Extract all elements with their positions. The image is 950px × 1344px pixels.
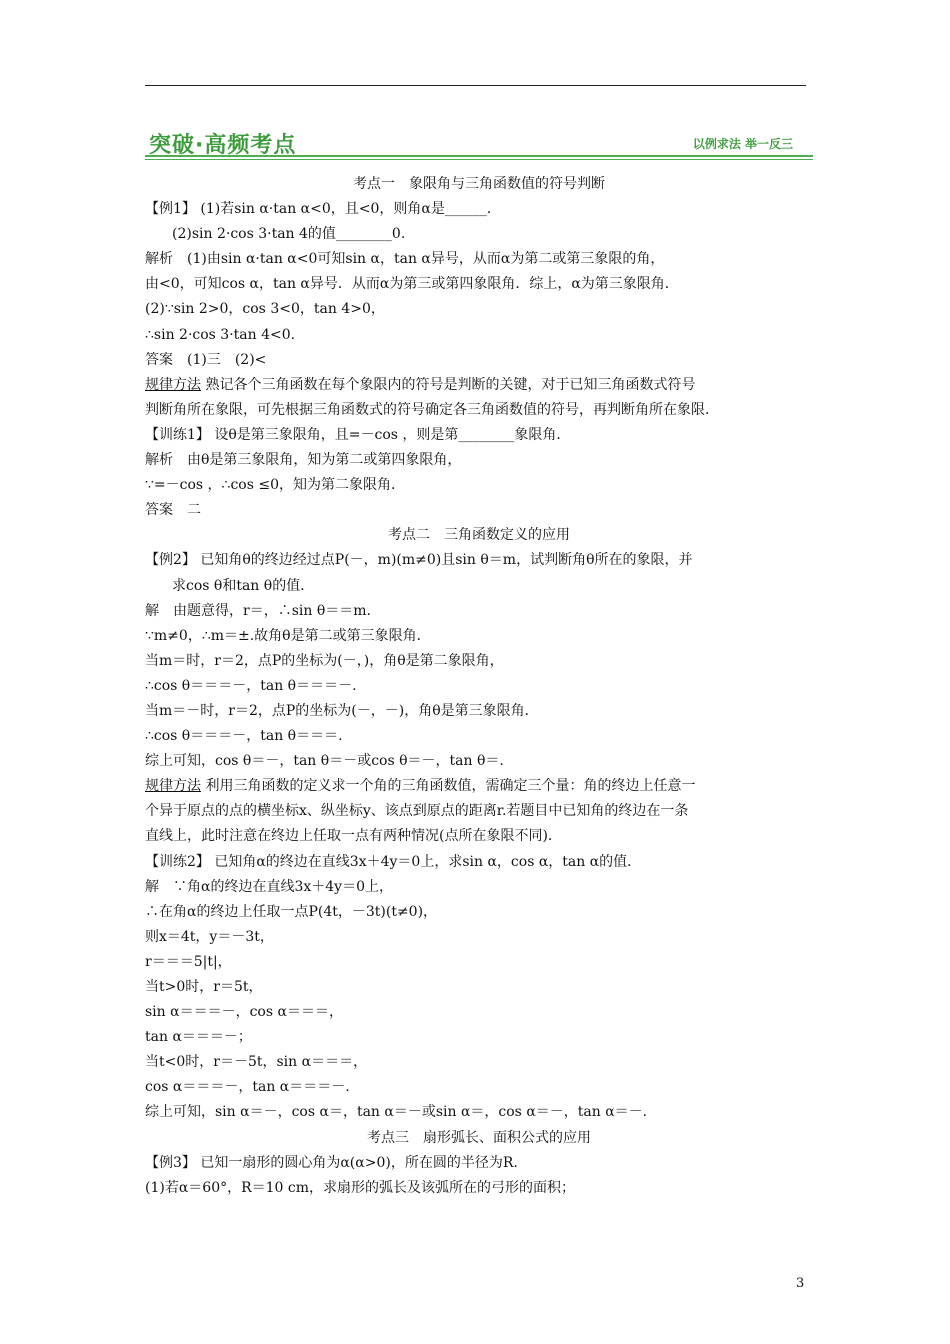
solution-line: 则x＝4t，y＝－3t， xyxy=(145,928,274,945)
solution-line: 当t<0时，r＝－5t，sin α＝＝＝， xyxy=(145,1054,368,1071)
solution-line: 综上可知，cos θ＝－，tan θ＝－或cos θ＝－，tan θ＝. xyxy=(145,753,504,770)
solution-line: 解 ∵角α的终边在直线3x＋4y＝0上， xyxy=(145,878,393,895)
example-line: 【例2】 已知角θ的终边经过点P(－，m)(m≠0)且sin θ＝m，试判断角θ所在的象限，并 xyxy=(145,552,693,569)
method-line: 规律方法 熟记各个三角函数在每个象限内的符号是判断的关键，对于已知三角函数式符号 xyxy=(145,376,696,393)
top-rule xyxy=(145,85,806,86)
answer-line: 答案 二 xyxy=(145,502,201,519)
solution-line: ∴在角α的终边上任取一点P(4t，－3t)(t≠0)， xyxy=(145,903,438,920)
solution-line: 当m＝时，r＝2，点P的坐标为(－，)，角θ是第二象限角， xyxy=(145,652,504,669)
method-line: 判断角所在象限，可先根据三角函数式的符号确定各三角函数值的符号，再判断角所在象限． xyxy=(145,401,719,418)
banner-subtitle: 以例求法 举一反三 xyxy=(692,137,793,151)
banner-rule xyxy=(145,155,813,157)
section-banner xyxy=(145,128,813,158)
example-line: 求cos θ和tan θ的值． xyxy=(172,577,315,594)
method-line: 直线上，此时注意在终边上任取一点有两种情况(点所在象限不同)． xyxy=(145,828,562,845)
solution-line: 当m＝－时，r＝2，点P的坐标为(－，－)，角θ是第三象限角． xyxy=(145,702,539,719)
exercise-line: 【训练2】 已知角α的终边在直线3x＋4y＝0上，求sin α，cos α，tan α的值． xyxy=(145,853,642,870)
section-heading: 考点一 象限角与三角函数值的符号判断 xyxy=(353,176,605,192)
analysis-line: 解析 (1)由sin α·tan α<0可知sin α，tan α异号，从而α为第二或第三象限的角， xyxy=(145,251,665,268)
solution-line: 综上可知，sin α＝－，cos α＝，tan α＝－或sin α＝，cos α＝－，tan α＝－. xyxy=(145,1104,648,1121)
solution-line: cos α＝＝＝－，tan α＝＝＝－. xyxy=(145,1079,350,1096)
solution-line: ∴cos θ＝＝＝－，tan θ＝＝＝－. xyxy=(145,677,357,694)
analysis-line: (2)∵sin 2>0，cos 3<0，tan 4>0， xyxy=(145,301,385,318)
banner-title: 突破·高频考点 xyxy=(149,133,297,158)
example-line: (2)sin 2·cos 3·tan 4的值________0. xyxy=(172,226,406,243)
solution-line: ∴cos θ＝＝＝－，tan θ＝＝＝. xyxy=(145,728,343,745)
solution-line: r＝＝＝5|t|， xyxy=(145,953,232,970)
solution-line: 解 由题意得，r＝，∴sin θ＝＝m. xyxy=(145,602,371,619)
example-line: (1)若α＝60°，R＝10 cm，求扇形的弧长及该弧所在的弓形的面积； xyxy=(145,1179,576,1196)
solution-line: ∵m≠0，∴m＝±.故角θ是第二或第三象限角． xyxy=(145,627,431,644)
analysis-line: ∵=－cos ，∴cos ≤0，知为第二象限角． xyxy=(145,477,405,494)
exercise-line: 【训练1】 设θ是第三象限角，且=－cos ，则是第________象限角． xyxy=(145,426,571,443)
solution-line: tan α＝＝＝－； xyxy=(145,1029,252,1046)
method-line: 个异于原点的点的横坐标x、纵坐标y、该点到原点的距离r.若题目中已知角的终边在一条 xyxy=(145,803,689,820)
page-number: 3 xyxy=(796,1276,805,1291)
solution-line: 当t>0时，r＝5t， xyxy=(145,979,263,995)
example-line: 【例3】 已知一扇形的圆心角为α(α>0)，所在圆的半径为R. xyxy=(145,1154,518,1171)
section-heading: 考点二 三角函数定义的应用 xyxy=(388,527,570,544)
analysis-line: 解析 由θ是第三象限角，知为第二或第四象限角， xyxy=(145,452,462,469)
method-label: 规律方法 xyxy=(145,376,201,393)
method-line: 规律方法 利用三角函数的定义求一个角的三角函数值，需确定三个量：角的终边上任意一 xyxy=(145,778,696,795)
section-heading: 考点三 扇形弧长、面积公式的应用 xyxy=(367,1129,591,1146)
analysis-line: 由<0，可知cos α，tan α异号．从而α为第三或第四象限角．综上，α为第三象限角． xyxy=(145,276,679,293)
example-line: 【例1】 (1)若sin α·tan α<0，且<0，则角α是______． xyxy=(145,201,501,218)
method-label: 规律方法 xyxy=(145,778,201,795)
document-body xyxy=(145,172,813,1201)
banner-rule-thin xyxy=(145,159,813,160)
solution-line: sin α＝＝＝－，cos α＝＝＝， xyxy=(145,1004,343,1021)
analysis-line: ∴sin 2·cos 3·tan 4<0. xyxy=(145,326,296,343)
answer-line: 答案 (1)三 (2)< xyxy=(145,351,267,368)
